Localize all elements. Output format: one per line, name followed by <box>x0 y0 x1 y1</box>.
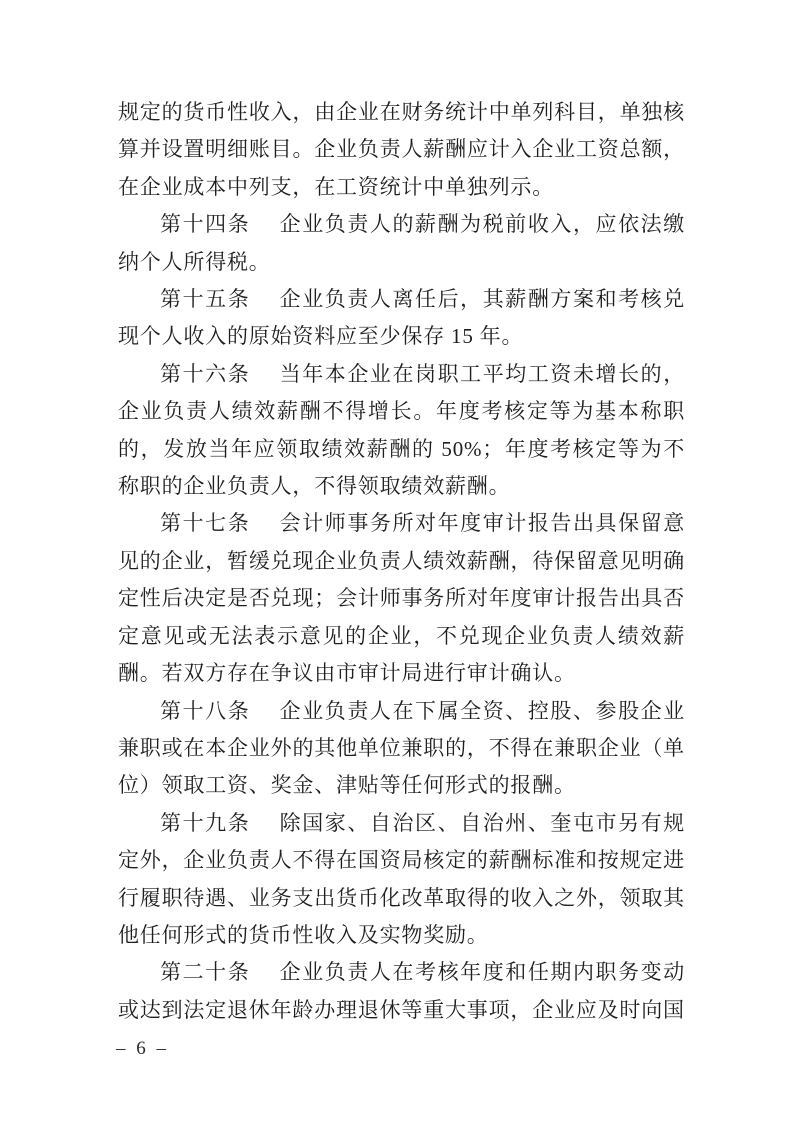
page-number: – 6 – <box>116 1038 169 1059</box>
document-body <box>118 94 685 1029</box>
paragraph-article-14: 第十四条 企业负责人的薪酬为税前收入，应依法缴纳个人所得税。 <box>118 212 685 274</box>
paragraph-article-17: 第十七条 会计师事务所对年度审计报告出具保留意见的企业，暂缓兑现企业负责人绩效薪酬，待保留意见明确定性后决定是否兑现；会计师事务所对年度审计报告出具否定意见或无法表示意见的企业，不兑现企业负责人绩效薪酬。若双方存在争议由市审计局进行审计确认。 <box>118 511 685 686</box>
paragraph-article-19: 第十九条 除国家、自治区、自治州、奎屯市另有规定外，企业负责人不得在国资局核定的薪酬标准和按规定进行履职待遇、业务支出货币化改革取得的收入之外，领取其他任何形式的货币性收入及实物奖励。 <box>118 810 685 947</box>
paragraph-article-16: 第十六条 当年本企业在岗职工平均工资未增长的，企业负责人绩效薪酬不得增长。年度考核定等为基本称职的，发放当年应领取绩效薪酬的 50%；年度考核定等为不称职的企业负责人，不得领取绩效薪酬。 <box>118 361 685 499</box>
paragraph-continuation: 规定的货币性收入，由企业在财务统计中单列科目，单独核算并设置明细账目。企业负责人薪酬应计入企业工资总额，在企业成本中列支，在工资统计中单独列示。 <box>118 100 685 199</box>
paragraph-article-20: 第二十条 企业负责人在考核年度和任期内职务变动或达到法定退休年龄办理退休等重大事项，企业应及时向国 <box>118 960 685 1022</box>
paragraph-article-18: 第十八条 企业负责人在下属全资、控股、参股企业兼职或在本企业外的其他单位兼职的，不得在兼职企业（单位）领取工资、奖金、津贴等任何形式的报酬。 <box>118 698 685 798</box>
paragraph-article-15: 第十五条 企业负责人离任后，其薪酬方案和考核兑现个人收入的原始资料应至少保存 15 年。 <box>118 287 685 349</box>
